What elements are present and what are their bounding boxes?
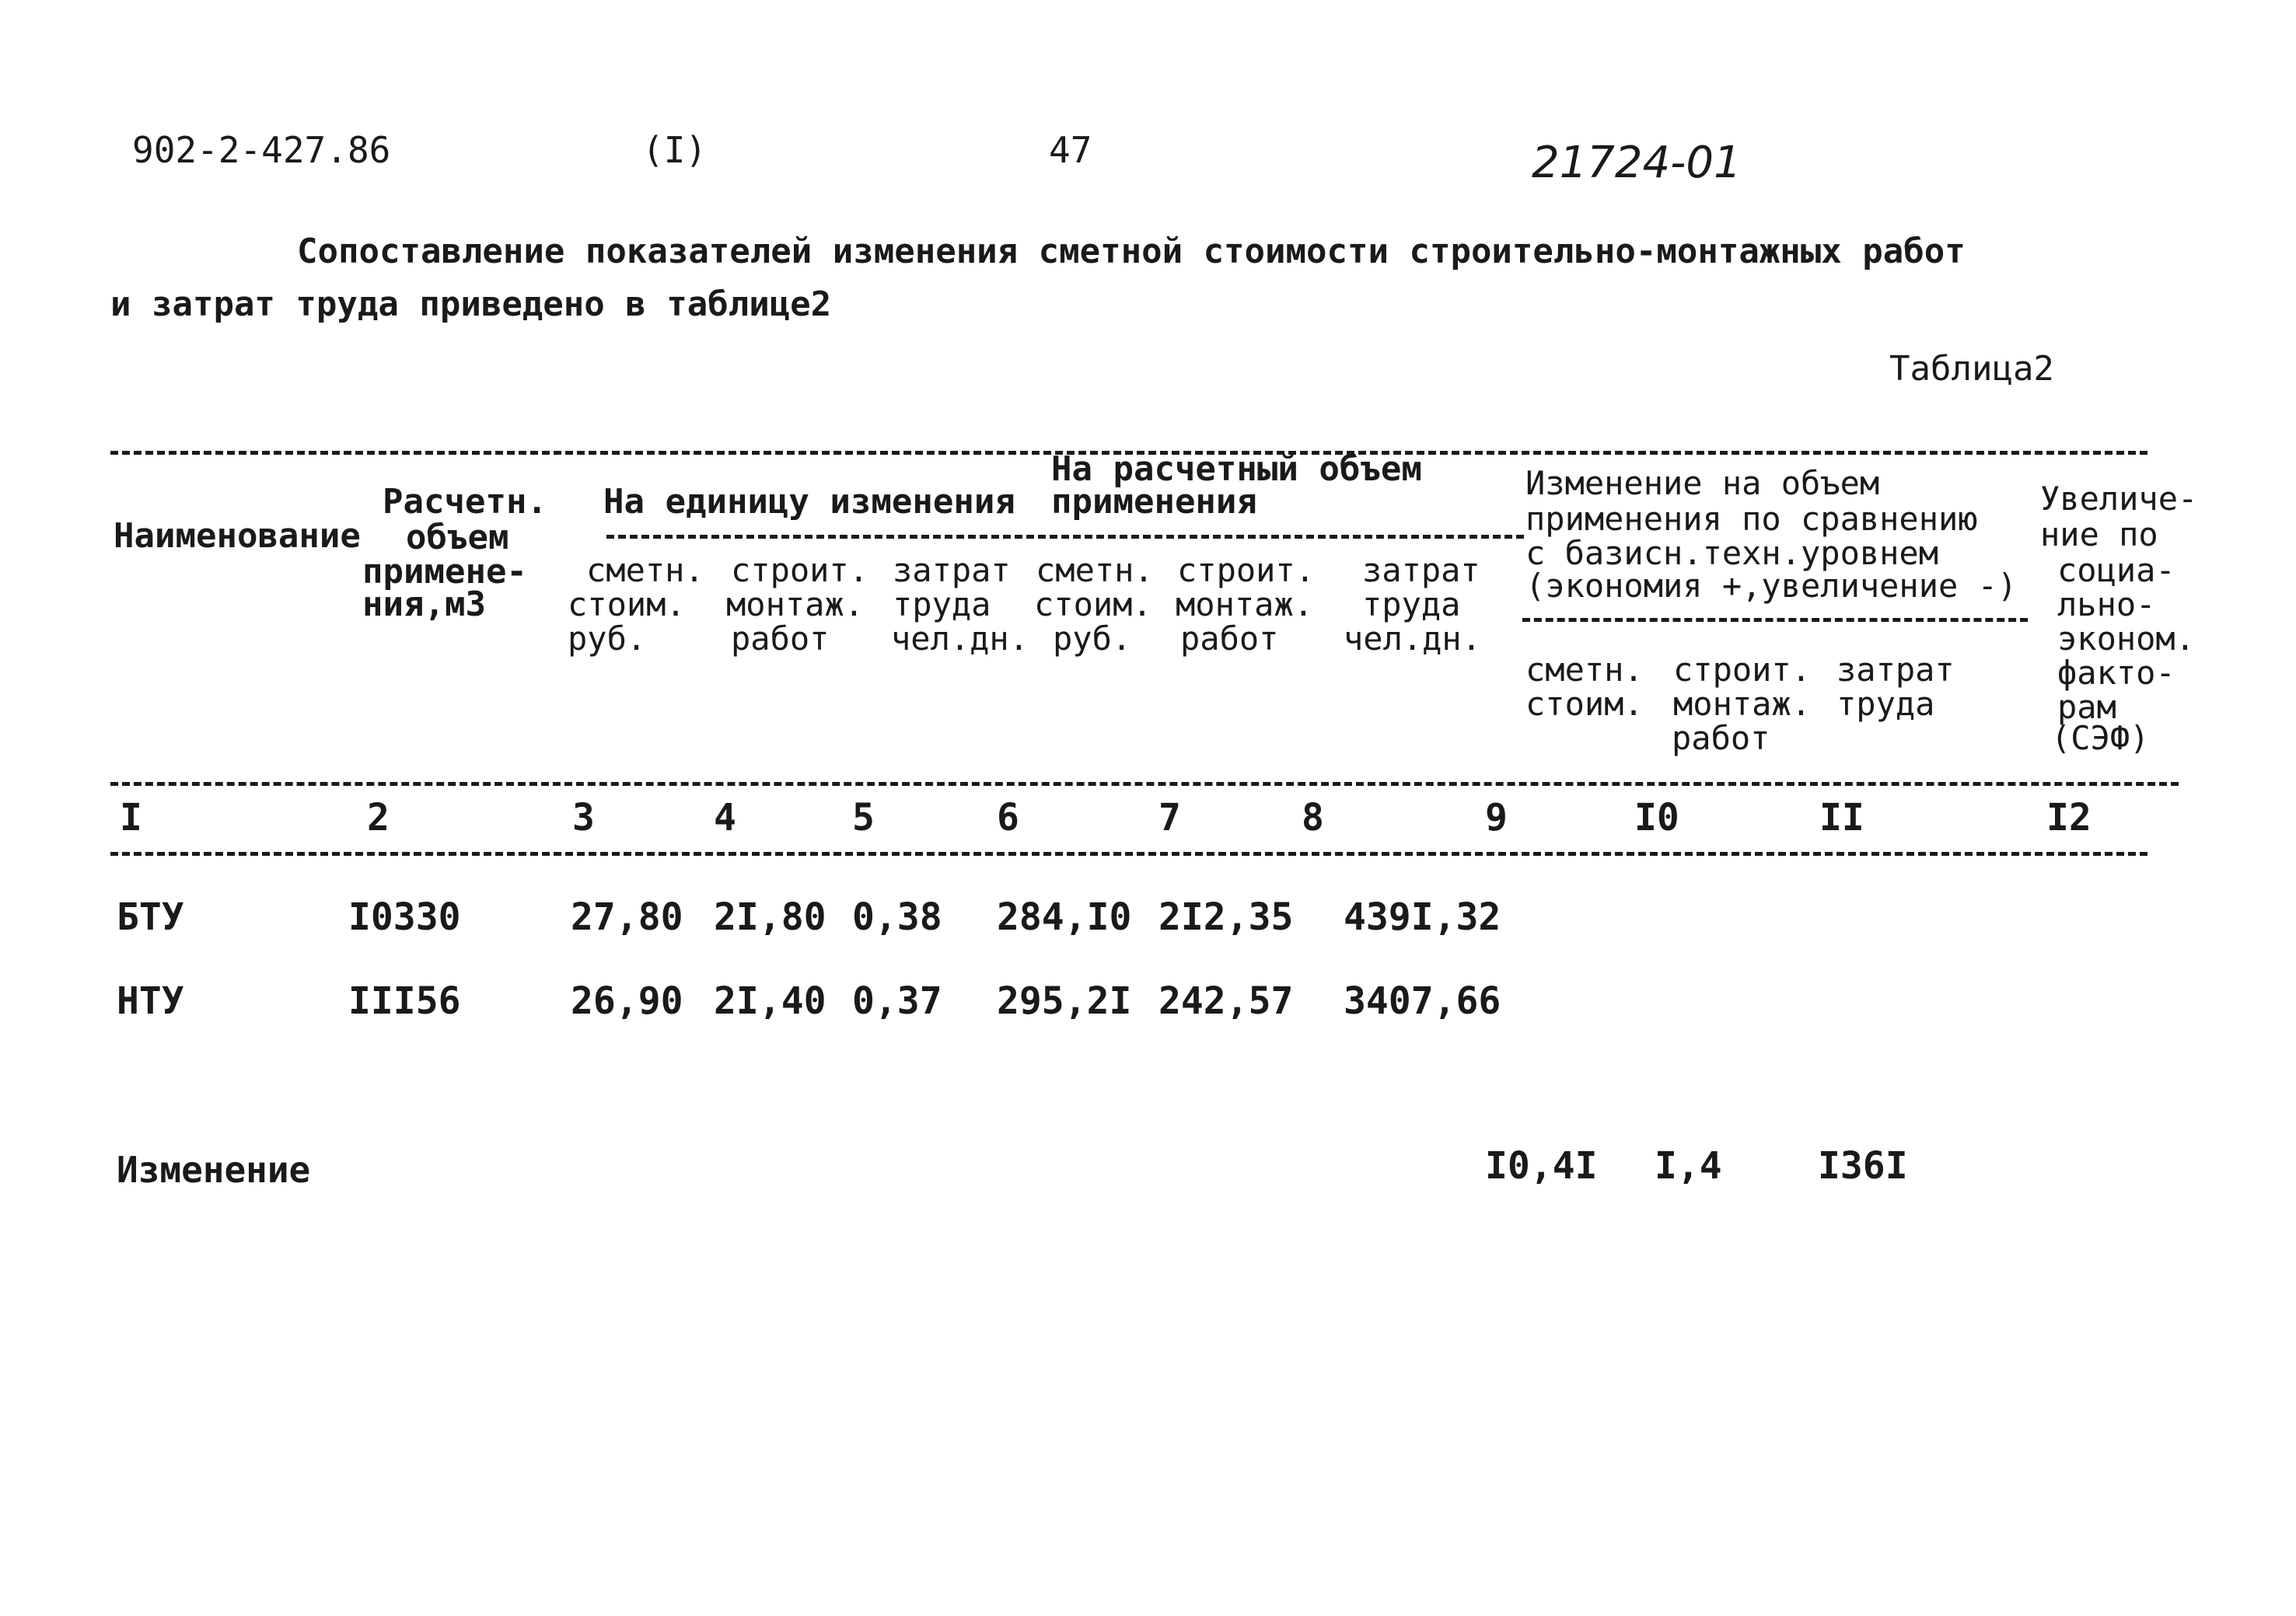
col-name-header: Наименование [114, 516, 361, 556]
column-numbers-rule [110, 852, 2147, 856]
sub-cost-change-1: сметн. [1525, 651, 1644, 689]
col-number-2: 2 [367, 796, 390, 839]
sheet-code: 21724-01 [1532, 138, 1742, 188]
row-ntu-name: НТУ [117, 979, 184, 1023]
increase-group-line-6: факто- [2057, 654, 2175, 692]
row-ntu-c5: 0,37 [852, 979, 942, 1023]
sub-labor-volume-1: затрат [1362, 551, 1480, 589]
change-group-line-2: применения по сравнению [1525, 500, 1978, 538]
per-unit-group-header: На единицу изменения [603, 482, 1015, 522]
per-volume-group-line-2: применения [1051, 482, 1257, 522]
table-label: Таблица2 [1889, 349, 2054, 389]
sub-constr-change-1: строит. [1673, 651, 1812, 689]
header-bottom-rule [110, 782, 2179, 786]
sub-labor-unit-3: чел.дн. [891, 620, 1029, 658]
change-row-c12: I36I [1818, 1144, 1908, 1188]
increase-group-line-4: льно- [2057, 585, 2156, 623]
row-btu-c8: 439I,32 [1344, 895, 1501, 939]
sub-constr-volume-3: работ [1180, 620, 1279, 658]
increase-group-line-7: рам [2057, 688, 2116, 726]
col-number-7: 7 [1158, 796, 1181, 839]
sub-labor-volume-2: труда [1362, 585, 1461, 623]
row-btu-c3: 27,80 [571, 895, 683, 939]
col-volume-line-2: объем [406, 518, 509, 557]
sub-cost-unit-3: руб. [568, 620, 647, 658]
per-volume-group-line-1: На расчетный объем [1051, 449, 1422, 489]
col-volume-line-4: ния,м3 [362, 585, 486, 624]
sub-cost-change-2: стоим. [1525, 685, 1644, 723]
increase-group-line-2: ние по [2040, 515, 2158, 553]
change-row-c11: I,4 [1655, 1144, 1722, 1188]
increase-group-line-8: (СЭФ) [2051, 719, 2150, 757]
col-volume-line-1: Расчетн. [383, 482, 547, 522]
sub-constr-change-2: монтаж. [1673, 685, 1812, 723]
change-group-line-3: с базисн.техн.уровнем [1525, 534, 1939, 572]
col-number-1: I [120, 796, 142, 839]
row-btu-volume: I0330 [348, 895, 461, 939]
col-volume-line-3: примене- [362, 552, 527, 592]
col-number-11: II [1819, 796, 1864, 839]
change-group-line-1: Изменение на объем [1525, 464, 1880, 502]
row-btu-c5: 0,38 [852, 895, 942, 939]
sub-labor-unit-2: труда [893, 585, 991, 623]
sub-cost-volume-3: руб. [1053, 620, 1132, 658]
row-btu-c6: 284,I0 [997, 895, 1132, 939]
change-row-label: Изменение [117, 1149, 311, 1191]
change-subrule [1522, 618, 2028, 622]
row-btu-c4: 2I,80 [714, 895, 826, 939]
sub-cost-volume-2: стоим. [1034, 585, 1152, 623]
sub-labor-change-1: затрат [1836, 651, 1955, 689]
sub-constr-change-3: работ [1672, 719, 1770, 757]
sub-constr-unit-2: монтаж. [726, 585, 865, 623]
sub-labor-change-2: труда [1836, 685, 1935, 723]
increase-group-line-3: социа- [2057, 551, 2175, 589]
per-unit-subrule [606, 535, 1524, 539]
document-code: 902-2-427.86 [132, 129, 391, 171]
part-number: (I) [642, 129, 708, 171]
increase-group-line-1: Увеличе- [2040, 480, 2198, 518]
sub-constr-unit-3: работ [731, 620, 830, 658]
sub-labor-volume-3: чел.дн. [1344, 620, 1482, 658]
sub-cost-volume-1: сметн. [1036, 551, 1154, 589]
col-number-3: 3 [572, 796, 595, 839]
col-number-4: 4 [714, 796, 736, 839]
intro-line-2: и затрат труда приведено в таблице2 [110, 284, 832, 324]
row-btu-c7: 2I2,35 [1158, 895, 1294, 939]
intro-line-1: Сопоставление показателей изменения сметной стоимости строительно-монтажных работ [297, 232, 1966, 271]
row-ntu-c6: 295,2I [997, 979, 1132, 1023]
sub-cost-unit-1: сметн. [586, 551, 704, 589]
change-row-c10: I0,4I [1485, 1144, 1598, 1188]
row-ntu-c8: 3407,66 [1344, 979, 1501, 1023]
sub-cost-unit-2: стоим. [568, 585, 686, 623]
col-number-9: 9 [1485, 796, 1508, 839]
sub-constr-volume-2: монтаж. [1176, 585, 1314, 623]
col-number-5: 5 [852, 796, 875, 839]
col-number-6: 6 [997, 796, 1019, 839]
col-number-10: I0 [1634, 796, 1679, 839]
row-ntu-volume: III56 [348, 979, 461, 1023]
increase-group-line-5: эконом. [2057, 620, 2196, 658]
page-number: 47 [1049, 129, 1092, 171]
sub-constr-unit-1: строит. [731, 551, 869, 589]
col-number-12: I2 [2046, 796, 2092, 839]
row-btu-name: БТУ [117, 895, 184, 939]
row-ntu-c7: 242,57 [1158, 979, 1294, 1023]
col-number-8: 8 [1302, 796, 1324, 839]
sub-labor-unit-1: затрат [893, 551, 1011, 589]
row-ntu-c3: 26,90 [571, 979, 683, 1023]
change-group-line-4: (экономия +,увеличение -) [1525, 567, 2018, 605]
row-ntu-c4: 2I,40 [714, 979, 826, 1023]
sub-constr-volume-1: строит. [1177, 551, 1316, 589]
